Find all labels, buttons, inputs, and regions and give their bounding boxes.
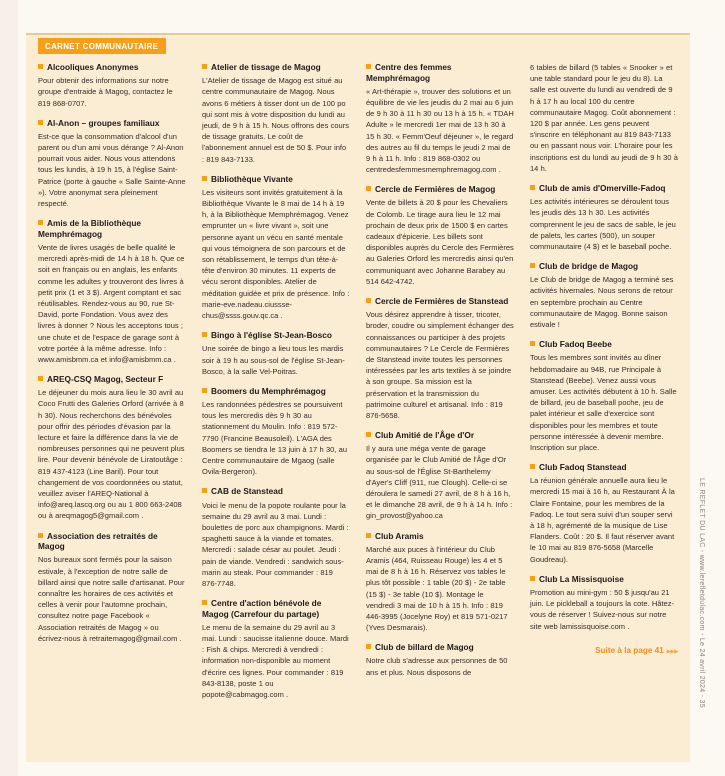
bullet-square-icon — [530, 185, 535, 190]
entry-heading — [38, 218, 186, 239]
entry-heading — [202, 386, 350, 397]
entry-title: Alcooliques Anonymes — [47, 62, 139, 72]
bullet-square-icon — [202, 332, 207, 337]
entry-title: Club de amis d'Omerville-Fadoq — [539, 183, 666, 194]
announcement-entry — [530, 462, 678, 565]
entry-heading — [38, 62, 186, 73]
bullet-square-icon — [366, 64, 371, 69]
bullet-square-icon — [38, 376, 43, 381]
entry-title: Cercle de Fermières de Stanstead — [375, 296, 509, 307]
entry-heading — [202, 174, 350, 185]
entry-body: Une soirée de bingo a lieu tous les mardis soir à 19 h au sous-sol de l'église St-Jean-Bosco, à la salle Vel-Poitras. — [202, 344, 345, 376]
section-header: CARNET COMMUNAUTAIRE — [38, 38, 166, 54]
entry-title: CAB de Stanstead — [211, 486, 283, 497]
entry-body: Pour obtenir des informations sur notre groupe d'entraide à Magog, contactez le 819 868-0707. — [38, 76, 173, 108]
entry-body: Les activités intérieures se déroulent tous les jeudis dès 13 h 30. Les activités comprennent le jeu de sacs de sable, le jeu de palets, les cartes (500), un souper communautaire (4 $) et le baseball poche. — [530, 197, 676, 251]
announcement-entry — [38, 118, 186, 210]
entry-heading — [366, 296, 514, 307]
entry-body: Voici le menu de la popote roulante pour la semaine du 29 avril au 3 mai. Lundi : boulettes de porc aux champignons. Mardi : spaghetti sauce à la viande et tomates. Mercredi : salade césar au poulet. Jeudi : pain de viande. Vendredi : sandwich sous-marin au steak. Pour commander : 819 876-7748. — [202, 500, 349, 588]
bullet-square-icon — [38, 120, 43, 125]
announcement-entry — [38, 531, 186, 644]
entry-title: Amis de la Bibliothèque Memphrémagog — [38, 218, 142, 239]
column-1 — [38, 62, 186, 762]
announcement-entry — [38, 374, 186, 522]
entry-heading — [202, 486, 350, 497]
entry-heading — [530, 261, 678, 272]
entry-body: « Art-thérapie », trouver des solutions et un équilibre de vie les jeudis du 2 mai au 6 juin de 9 h 30 à 11 h 30 ou 13 h à 15 h. « TDAH Adulte » le mercredi 1er mai de 13 h 30 à 15 h 30. « Femm'Oeuf déjeuner », le regard des autres au fil du temps le jeudi 2 mai de 9 h à 11 h. Info : 819 868-0302 ou centredesfemmesmemphremagog.com . — [366, 86, 514, 175]
entry-title: Centre des femmes Memphrémagog — [366, 62, 452, 83]
entry-body: Les visiteurs sont invités gratuitement à la Bibliothèque Vivante le 8 mai de 14 h à 19 h, à la Bibliothèque Memphrémagog. Venez emprunter un « livre vivant », soit une personne ayant un vécu en santé mentale qui vous témoignera de son parcours et de son rétablissement, le temps d'un tête-à-tête d'environ 30 minutes. 11 experts de vécu seront disponibles. Atelier de méditation guidée et prix de présence. Info : marie-eve.nadeau.ciussse-chus@ssss.gouv.qc.ca . — [202, 187, 350, 321]
announcement-entry — [202, 386, 350, 478]
entry-title: Cercle de Fermières de Magog — [375, 184, 496, 195]
entry-title: Club Amitié de l'Âge d'Or — [375, 430, 475, 441]
announcement-entry — [366, 62, 514, 175]
entry-heading — [530, 339, 678, 350]
entry-body: Vente de billets à 20 $ pour les Chevaliers de Colomb. Le tirage aura lieu le 12 mai prochain de deux prix de 1500 $ en cartes cadeaux d'épicerie. Les billets sont disponibles auprès du Cercle des Fermières au Galeries Orford les mercredis ainsi qu'en communiquant avec Johanne Barabey au 514 642-4742. — [366, 198, 514, 286]
announcement-entry — [202, 598, 350, 700]
entry-title: Boomers du Memphrémagog — [211, 385, 326, 396]
entry-body: Vous désirez apprendre à tisser, tricoter, broder, coudre ou simplement échanger des connaissances ou participer à des projets communautaires ? Le Cercle de Fermières de Stanstead invite toutes les personnes intéressées par les arts textiles à se joindre à son groupe. Sa mission est la préservation et la transmission du patrimoine culturel et artisanal. Info : 819 876-5658. — [366, 310, 514, 420]
entry-body: Notre club s'adresse aux personnes de 50 ans et plus. Nous disposons de — [366, 656, 508, 677]
bullet-square-icon — [366, 644, 371, 649]
bullet-square-icon — [38, 64, 43, 69]
bullet-square-icon — [366, 432, 371, 437]
entry-body: Est-ce que la consommation d'alcool d'un parent ou d'un ami vous dérange ? Al-Anon pourrait vous aider. Nous vous attendons tous les lundis, à 19 h 15, à l'église Saint-Patrice (porte à gauche « Salle Sainte-Anne »). Votre anonymat sera pleinement respecté. — [38, 131, 186, 209]
bullet-square-icon — [530, 263, 535, 268]
bullet-square-icon — [202, 488, 207, 493]
entry-heading — [366, 184, 514, 195]
announcement-entry — [530, 339, 678, 453]
entry-body: La réunion générale annuelle aura lieu le mercredi 15 mai à 16 h, au Restaurant À la Claire Fontaine, pour les membres de la Fadoq. Le tout sera suivi d'un souper servi à 18 h, agrémenté de la musique de Lise Flanders. Coût : 20 $. Il faut réserver avant le 10 mai au 819 876-5658 (Marcelle Goudreau). — [530, 476, 675, 564]
entry-heading — [38, 374, 186, 385]
announcement-entry — [202, 486, 350, 589]
forward-arrows-icon: ▶▶▶ — [666, 648, 678, 655]
announcement-entry — [366, 642, 514, 678]
entry-heading — [366, 430, 514, 441]
bullet-square-icon — [38, 533, 43, 538]
bullet-square-icon — [530, 464, 535, 469]
entry-body: Le menu de la semaine du 29 avril au 3 mai. Lundi : saucisse italienne douce. Mardi : Fish & chips. Mercredi à vendredi : information non-disponible au moment d'écrire ces lignes. Pour commander : 819 843-8138, poste 1 ou popote@cabmagog.com . — [202, 622, 349, 700]
bullet-square-icon — [202, 64, 207, 69]
announcement-entry — [202, 330, 350, 377]
entry-body: Les randonnées pédestres se poursuivent tous les mercredis dès 9 h 30 au stationnement du Moulin. Info : 819 572-7790 (Francine Beausoleil). L'AGA des Boomers se tiendra le 13 juin à 17 h 30, au Centre communautaire de Mgaog (salle Ovila-Bergeron). — [202, 400, 348, 477]
announcement-entry — [366, 430, 514, 522]
announcement-entry — [530, 574, 678, 632]
page-edge-masthead: LE REFLET DU LAC - www.lerefletdulac.com - Le 24 avril 2024 - 35 — [698, 478, 705, 708]
continued-on-page-note — [530, 646, 678, 655]
bullet-square-icon — [202, 600, 207, 605]
entry-heading — [366, 531, 514, 542]
entry-heading — [530, 462, 678, 473]
carnet-communautaire-panel — [26, 33, 690, 762]
entry-body: Le déjeuner du mois aura lieu le 30 avril au Coco Frutti des Galeries Orford (arrivée à 8 h 30). Nous recherchons des bénévoles pour offrir des périodes d'évasion par la lecture et faire la différence dans la vie de nombreuses personnes qui ne peuvent plus lire. Pour devenir bénévole de Liratoutâge : 819 437-4123 (Line Baril). Pour tout changement de vos coordonnées ou statut, veuillez aviser l'AREQ-National à info@areq.lascq.org ou au 1 800 663-2408 ou à areqmagog5@gmail.com . — [38, 388, 185, 521]
entry-title: Bingo à l'église St-Jean-Bosco — [211, 330, 332, 341]
bullet-square-icon — [530, 576, 535, 581]
entry-heading — [38, 531, 186, 552]
bullet-square-icon — [530, 341, 535, 346]
entry-heading — [366, 62, 514, 83]
entry-title: Club Aramis — [375, 530, 424, 541]
entry-body: Tous les membres sont invités au dîner hebdomadaire au 94B, rue Principale à Stanstead (Beebe). Venez aussi vous amuser. Les activités débutent à 10 h. Salle de billard, jeu de baseball poche, jeu de palet intérieur et salle d'exercice sont disponibles pour les membres et toute personne intéressée à devenir membre. Inscription sur place. — [530, 353, 677, 452]
entry-title: Club de billard de Magog — [375, 642, 474, 653]
entry-title: Club Fadoq Stanstead — [539, 462, 627, 473]
entry-body: 6 tables de billard (5 tables « Snooker » et une table standard pour le jeu du 8). La salle est ouverte du lundi au vendredi de 9 h à 17 h au local 100 du centre communautaire Magog. Coût abonnement : 120 $ par année. Les gens peuvent s'inscrire en téléphonant au 819 843-7133 ou en passant nous voir. L'horaire pour les inscriptions est du lundi au jeudi de 9 h 30 à 14 h. — [530, 63, 678, 173]
column-4 — [530, 62, 678, 762]
entry-body: Il y aura une méga vente de garage organisée par le Club Amitié de l'Âge d'Or au sous-sol de l'Église St-Barthelemy d'Ayer's Cliff (911, rue Clough). Celle-ci se déroulera le samedi 27 avril, de 8 h à 16 h, et le dimanche 28 avril, de 9 h à 14 h. Info : gin_provost@yahoo.ca — [366, 444, 513, 521]
entry-body: Promotion au mini-gym : 50 $ jusqu'au 21 juin. Le pickleball a toujours la cote. Hâtez-vous de réserver ! Suivez-nous sur notre site web lamissisquoise.com . — [530, 587, 674, 631]
bullet-square-icon — [202, 388, 207, 393]
bullet-square-icon — [38, 220, 43, 225]
entry-body: Le Club de bridge de Magog a terminé ses activités hivernales. Nous serons de retour en septembre prochain au Centre communautaire de Magog. Bonne saison estivale ! — [530, 275, 674, 330]
entry-title: Bibliothèque Vivante — [211, 173, 293, 184]
entry-body: L'Atelier de tissage de Magog est situé au centre communautaire de Magog. Nous avons 6 métiers à tisser dont un de 100 po qui sont mis à votre disposition du lundi au jeudi, de 9 h à 15 h. Nous offrons des cours de tissage gratuits. Le coût de l'abonnement annuel est de 50 $. Pour info : 819 843-7133. — [202, 76, 349, 164]
entry-title: AREQ-CSQ Magog, Secteur F — [47, 374, 164, 385]
entry-body: Marché aux puces à l'intérieur du Club Aramis (464, Ruisseau Rouge) les 4 et 5 mai de 8 h à 16 h. Réservez vos tables le plus tôt possible : 1 table (20 $) - 2e table (15 $) - 3e table (10 $). Montage le vendredi 3 mai de 10 h à 15 h. Info : 819 446-3995 (Jocelyne Roy) et 819 571-0217 (Yves Desmarais). — [366, 544, 508, 633]
entry-heading — [366, 642, 514, 653]
bullet-square-icon — [366, 298, 371, 303]
announcement-entry — [38, 62, 186, 109]
entry-heading — [530, 183, 678, 194]
announcements-columns — [38, 62, 678, 762]
entry-heading — [202, 598, 350, 619]
bullet-square-icon — [366, 533, 371, 538]
entry-title: Al-Anon – groupes familiaux — [47, 117, 160, 128]
entry-body: Nos bureaux sont fermés pour la saison estivale, à l'exception de notre salle de billard ainsi que notre salle d'artisanat. Pour connaître les horaires de ces activités et celles à venir pour l'automne prochain, consultez notre page Facebook « Association retraités de Magog » ou écrivez-nous à retraitemagog@gmail.com . — [38, 555, 185, 643]
entry-title: Club de bridge de Magog — [539, 261, 639, 272]
announcement-entry — [530, 62, 678, 174]
bullet-square-icon — [366, 186, 371, 191]
entry-title: Club Fadoq Beebe — [539, 339, 612, 350]
column-3 — [366, 62, 514, 762]
announcement-entry — [202, 174, 350, 322]
entry-title: Association des retraités de Magog — [38, 530, 158, 552]
announcement-entry — [366, 184, 514, 287]
announcement-entry — [202, 62, 350, 165]
entry-body: Vente de livres usagés de belle qualité le mercredi après-midi de 14 h à 18 h. Que ce soit en français ou en anglais, les enfants comme les adultes y trouveront des livres à petit prix (1 et 3 $). Argent comptant et sac réutilisables. Rendez-vous au 90, rue St-David, porte Fondation. Vous avez des livres à donner ? Nous les acceptons tous ; une chute et de l'espace de garage sont à votre portée à la même adresse. Info : www.amisbmm.ca et info@amisbmm.ca . — [38, 242, 185, 364]
announcement-entry — [366, 296, 514, 421]
bullet-square-icon — [202, 176, 207, 181]
entry-heading — [202, 62, 350, 73]
entry-heading — [38, 118, 186, 129]
entry-title: Club La Missisquoise — [539, 573, 624, 584]
announcement-entry — [366, 531, 514, 634]
column-2 — [202, 62, 350, 762]
entry-heading — [202, 330, 350, 341]
entry-heading — [530, 574, 678, 585]
announcement-entry — [38, 218, 186, 365]
entry-title: Centre d'action bénévole de Magog (Carrefour du partage) — [202, 598, 322, 619]
continued-text: Suite à la page 41 — [595, 645, 664, 655]
announcement-entry — [530, 261, 678, 330]
entry-title: Atelier de tissage de Magog — [211, 62, 321, 72]
announcement-entry — [530, 183, 678, 252]
